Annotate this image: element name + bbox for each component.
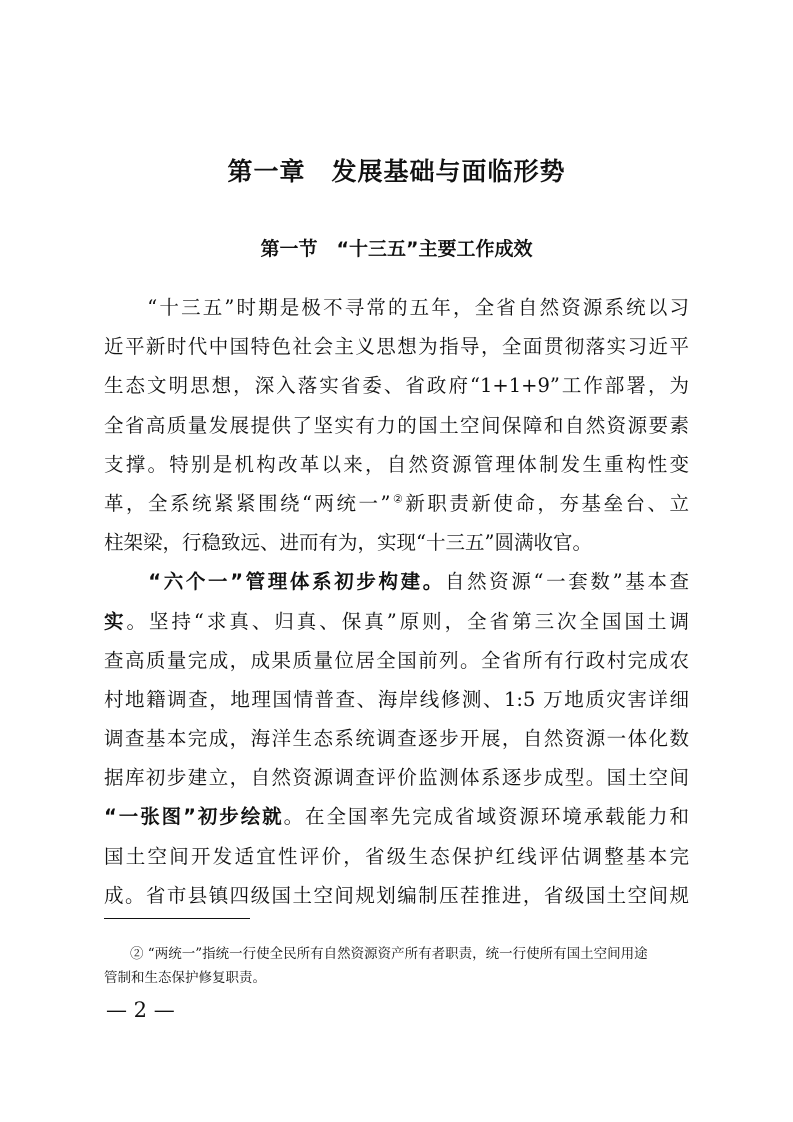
footnote [104,942,690,990]
footnote-line: 管制和生态保护修复职责。 [104,970,266,986]
paragraph-line: 支撑。特别是机构改革以来，自然资源管理体制发生重构性变 [104,452,689,476]
paragraph-line: 近平新时代中国特色社会主义思想为指导，全面贯彻落实习近平 [104,335,689,359]
paragraph-line: 据库初步建立，自然资源调查评价监测体系逐步成型。国土空间 [104,766,689,790]
text-span: 。在全国率先完成省域资源环境承载能力和 [283,805,689,829]
text-span: 新职责新使命，夯基垒台、立 [405,491,689,515]
paragraph-line: 调查基本完成，海洋生态系统调查逐步开展，自然资源一体化数 [104,727,689,751]
text-span: 。坚持“求真、归真、保真”原则，全省第三次全国国土调 [126,609,689,633]
paragraph-line: 村地籍调查，地理国情普查、海岸线修测、1:5 万地质灾害详细 [104,687,689,711]
paragraph-line: 柱架梁，行稳致远、进而有为，实现“十三五”圆满收官。 [104,531,592,555]
bold-heading: “一张图”初步绘就 [104,805,284,829]
paragraph-line: “十三五”时期是极不寻常的五年，全省自然资源系统以习 [104,296,689,319]
footnote-divider [104,918,250,919]
paragraph-line: 查高质量完成，成果质量位居全国前列。全省所有行政村完成农 [104,648,689,672]
bold-heading: 实 [104,609,127,633]
paragraph-line: 生态文明思想，深入落实省委、省政府“1+1+9”工作部署，为 [104,374,689,398]
body-text [104,288,689,915]
footnote-text: “两统一”指统一行使全民所有自然资源资产所有者职责，统一行使所有国土空间用途 [147,946,648,962]
bold-heading: “六个一”管理体系初步构建。 [148,570,445,594]
page-number: — 2 — [106,998,175,1022]
footnote-reference[interactable]: ② [390,492,406,506]
text-indent [104,570,148,593]
footnote-line [130,942,690,966]
paragraph-line: 国土空间开发适宜性评价，省级生态保护红线评估调整基本完 [104,844,689,868]
paragraph-line: 全省高质量发展提供了坚实有力的国土空间保障和自然资源要素 [104,413,689,437]
section-title: 第一节 “十三五”主要工作成效 [260,238,533,260]
footnote-marker: ② [130,946,144,962]
paragraph-line [104,562,689,601]
paragraph-line [104,602,689,641]
text-span: 革，全系统紧紧围绕“两统一” [104,491,391,515]
chapter-title: 第一章 发展基础与面临形势 [227,157,566,186]
paragraph-line [104,484,689,523]
paragraph-line: 成。省市县镇四级国土空间规划编制压茬推进，省级国土空间规 [104,883,689,907]
text-span: 自然资源“一套数”基本查 [444,570,689,594]
paragraph-line [104,797,689,836]
